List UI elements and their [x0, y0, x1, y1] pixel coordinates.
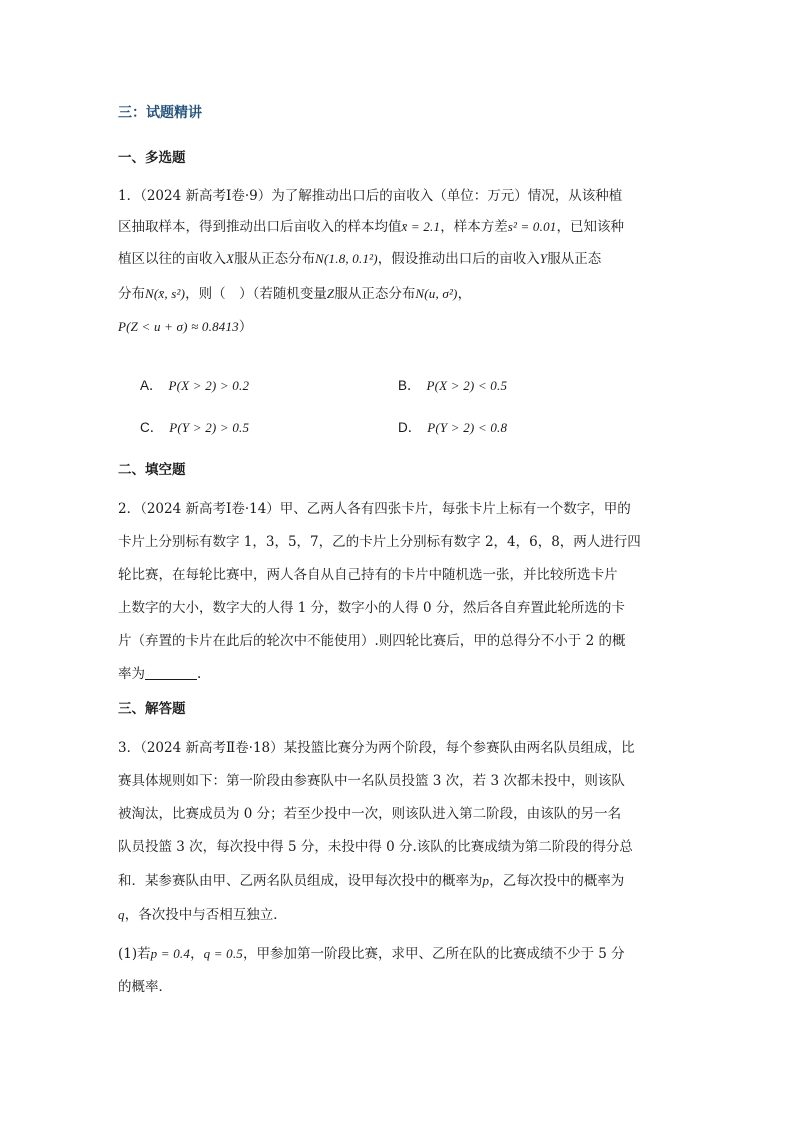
var-q: q [118, 907, 125, 922]
option-c[interactable] [140, 416, 249, 436]
option-expr: P(X > 2) < 0.5 [426, 378, 508, 393]
sample-variance-expr: s² = 0.01 [507, 218, 557, 234]
q3-line-6 [118, 898, 684, 932]
q1-source: （2024 新高考Ⅰ卷·9） [140, 188, 272, 204]
q3-sub-text: ，甲参加第一阶段比赛，求甲、乙所在队的比赛成绩不少于 5 分 [243, 946, 625, 962]
option-d[interactable] [398, 416, 507, 436]
q-value-expr: q = 0.5 [203, 946, 243, 961]
q3-text: 和．某参赛队由甲、乙两名队员组成，设甲每次投中的概率为 [118, 873, 483, 889]
question-2 [118, 493, 684, 691]
section-title: 三：试题精讲 [118, 105, 202, 121]
option-expr: P(Y > 2) < 0.8 [427, 420, 508, 435]
var-p: p [482, 873, 490, 888]
q1-line-3 [118, 242, 684, 276]
q1-text: 区抽取样本，得到推动出口后亩收入的样本均值 [118, 218, 402, 235]
option-a[interactable] [140, 374, 249, 394]
q2-text: 率为 [118, 666, 145, 682]
q3-sub-text: ， [190, 946, 204, 962]
option-b[interactable] [398, 374, 507, 394]
option-label: A． [140, 378, 163, 393]
q1-text: 服从正态分布 [334, 286, 416, 302]
q3-line-3: 被淘汰，比赛成员为 0 分；若至少投中一次，则该队进入第二阶段，由该队的另一名 [118, 806, 622, 822]
q3-text: ，各次投中与否相互独立． [124, 907, 287, 923]
q2-line-5: 片（弃置的卡片在此后的轮次中不能使用）.则四轮比赛后，甲的总得分不小于 2 的概 [118, 633, 626, 649]
q3-sub-1-end: 的概率． [118, 979, 172, 995]
p-value-expr: p = 0.4 [150, 946, 191, 961]
option-label: B． [398, 378, 421, 393]
q3-sub-1 [118, 937, 684, 971]
q1-text: ，样本方差 [440, 218, 508, 235]
q1-text: 分布 [118, 286, 145, 302]
option-expr: P(Y > 2) > 0.5 [169, 420, 250, 435]
question-1 [118, 181, 684, 342]
q2-line-4: 上数字的大小，数字大的人得 1 分，数字小的人得 0 分，然后各自弃置此轮所选的卡 [118, 600, 625, 616]
mc-heading: 一、多选题 [118, 150, 186, 166]
option-expr: P(X > 2) > 0.2 [168, 378, 250, 393]
q2-line-1: 2．（2024 新高考Ⅰ卷·14）甲、乙两人各有四张卡片，每张卡片上标有一个数字，甲的 [118, 501, 631, 517]
q1-number: 1． [118, 188, 141, 204]
q2-line-6 [118, 658, 684, 691]
q1-text: 为了解推动出口后的亩收入（单位：万元）情况，从该种植 [271, 188, 623, 204]
q3-text: ，乙每次投中的概率为 [489, 873, 625, 889]
option-label: D． [398, 420, 422, 435]
q3-line-1: 3．（2024 新高考Ⅱ卷·18）某投篮比赛分为两个阶段，每个参赛队由两名队员组成，比 [118, 740, 635, 756]
q1-text: 服从正态分布 [234, 251, 316, 267]
q1-text: 服从正态 [547, 251, 602, 267]
normal-dist-z: N(u, σ²) [415, 286, 458, 301]
var-y: Y [539, 251, 548, 266]
q2-line-3: 轮比赛，在每轮比赛中，两人各自从自己持有的卡片中随机选一张，并比较所选卡片 [118, 567, 618, 583]
q1-line-2 [118, 212, 684, 243]
q3-line-4: 队员投篮 3 次，每次投中得 5 分，未投中得 0 分.该队的比赛成绩为第二阶段的得分总 [118, 839, 633, 855]
q1-line-5 [118, 312, 684, 342]
sample-mean-expr: x̄ = 2.1 [401, 218, 441, 234]
option-label: C． [140, 420, 164, 435]
q1-text: ，已知该种 [556, 218, 624, 235]
normal-dist-x: N(1.8, 0.1²) [315, 251, 378, 266]
q1-line-1 [118, 181, 684, 212]
q1-line-4 [118, 276, 684, 312]
q3-sub-text: (1)若 [118, 946, 151, 962]
question-3 [118, 732, 684, 1004]
fill-heading: 二、填空题 [118, 462, 186, 478]
q1-text: ） [238, 319, 253, 335]
q3-line-5 [118, 864, 684, 898]
q2-text: . [197, 666, 202, 682]
q3-line-2: 赛具体规则如下：第一阶段由参赛队中一名队员投篮 3 次，若 3 次都未投中，则该队 [118, 773, 625, 789]
prob-expr: P(Z < u + σ) ≈ 0.8413 [118, 319, 239, 334]
q1-text: ， [457, 286, 472, 302]
answer-heading: 三、解答题 [118, 701, 186, 717]
normal-dist-y: N(x̄, s²) [145, 286, 186, 301]
q1-text: 植区以往的亩收入 [118, 251, 226, 267]
var-z: Z [326, 286, 335, 301]
q2-line-2: 卡片上分别标有数字 1，3，5，7，乙的卡片上分别标有数字 2，4，6，8，两人进行四 [118, 534, 641, 550]
answer-blank[interactable] [145, 665, 197, 680]
var-x: X [226, 251, 235, 266]
q1-text: ，则（ ）（若随机变量 [185, 286, 327, 302]
q1-text: ，假设推动出口后的亩收入 [377, 251, 540, 267]
